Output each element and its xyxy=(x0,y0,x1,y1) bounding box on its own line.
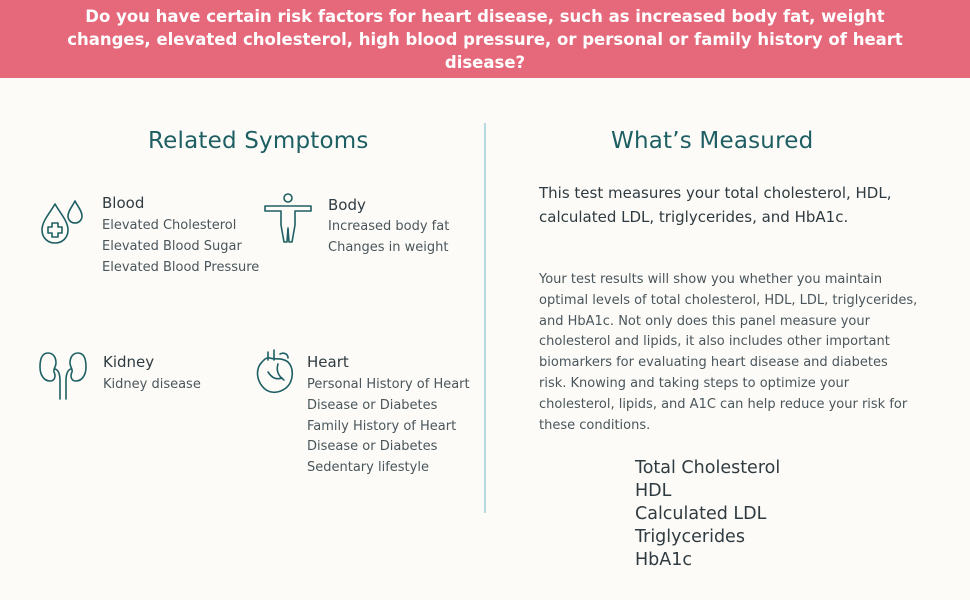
banner-text: Do you have certain risk factors for heart disease, such as increased body fat, weight changes, elevated cholesterol, high blood pressure, or personal or family history of heart disease? xyxy=(67,6,903,72)
risk-factors-banner xyxy=(0,0,970,78)
blood-drops-icon xyxy=(38,196,86,246)
list-item: Elevated Cholesterol xyxy=(102,218,237,233)
body-figure-icon xyxy=(262,192,314,244)
list-item: Family History of Heart xyxy=(307,418,457,434)
symptom-title-body: Body xyxy=(328,196,366,214)
list-item: Elevated Blood Sugar xyxy=(102,238,242,254)
symptom-list-body xyxy=(328,217,449,259)
symptom-list-heart xyxy=(307,375,470,479)
symptom-list-kidney xyxy=(103,375,201,396)
related-symptoms-heading: Related Symptoms xyxy=(148,128,369,154)
measured-details: Your test results will show you whether you maintain optimal levels of total cholesterol, HDL, LDL, triglycerides, and HbA1c. Not only does this panel measure your cholesterol and lipids, it also includes other important biomarkers for evaluating heart disease and diabetes risk. Knowing and taking steps to optimize your cholesterol, lipids, and A1C can help reduce your risk for these conditions. xyxy=(539,272,918,433)
symptom-list-blood xyxy=(102,216,259,278)
whats-measured-heading: What’s Measured xyxy=(611,128,814,154)
biomarker-item: HDL xyxy=(635,481,672,501)
column-divider xyxy=(484,123,486,513)
list-item: Changes in weight xyxy=(328,239,449,255)
biomarker-item: HbA1c xyxy=(635,550,692,570)
list-item: Disease or Diabetes xyxy=(307,439,438,455)
kidneys-icon xyxy=(38,349,88,401)
biomarker-list xyxy=(635,457,780,572)
symptom-title-heart: Heart xyxy=(307,353,349,371)
symptom-title-blood: Blood xyxy=(102,194,145,212)
symptom-title-kidney: Kidney xyxy=(103,353,155,371)
biomarker-item: Calculated LDL xyxy=(635,504,767,524)
heart-organ-icon xyxy=(254,348,296,396)
list-item: Kidney disease xyxy=(103,377,201,392)
biomarker-item: Triglycerides xyxy=(635,527,745,547)
list-item: Sedentary lifestyle xyxy=(307,460,429,476)
measured-intro: This test measures your total cholesterol, HDL, calculated LDL, triglycerides, and HbA1c. xyxy=(539,184,892,226)
list-item: Personal History of Heart xyxy=(307,377,470,392)
list-item: Increased body fat xyxy=(328,219,450,234)
list-item: Disease or Diabetes xyxy=(307,397,438,413)
biomarker-item: Total Cholesterol xyxy=(635,458,781,478)
list-item: Elevated Blood Pressure xyxy=(102,259,260,275)
